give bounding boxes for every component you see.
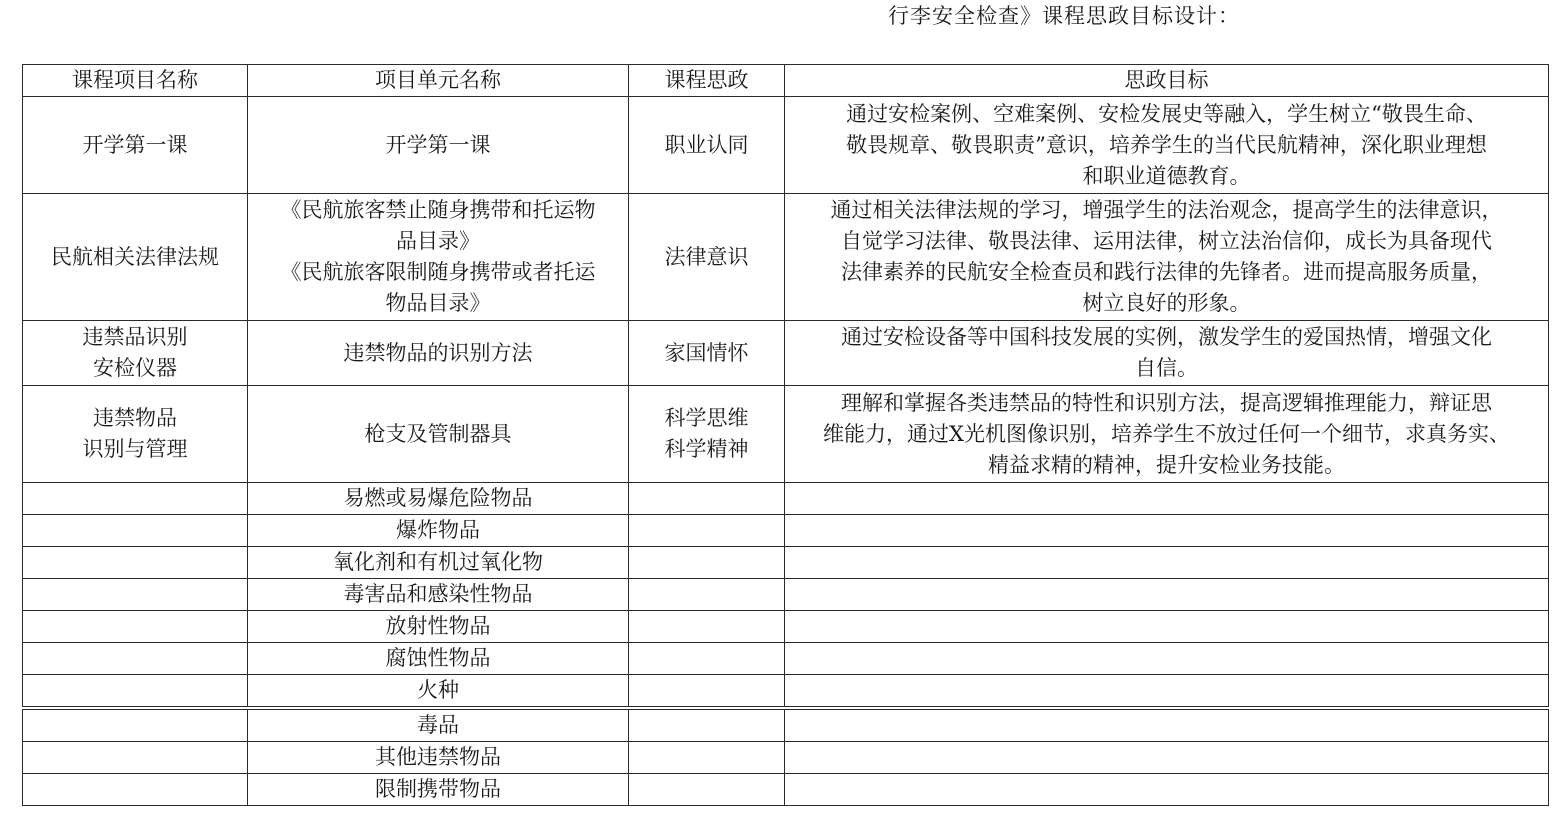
table-row <box>23 515 1549 547</box>
project-cell <box>23 742 248 774</box>
unit-cell: 限制携带物品 <box>248 774 629 806</box>
project-cell <box>23 547 248 579</box>
unit-cell: 易燃或易爆危险物品 <box>248 483 629 515</box>
project-cell: 违禁品识别 安检仪器 <box>23 321 248 386</box>
goal-cell <box>785 579 1549 611</box>
project-cell: 开学第一课 <box>23 97 248 194</box>
goal-cell: 理解和掌握各类违禁品的特性和识别方法，提高逻辑推理能力，辩证思 维能力，通过X光机图像识别，培养学生不放过任何一个细节，求真务实、 精益求精的精神，提升安检业务技能。 <box>785 386 1549 483</box>
table-row <box>23 774 1549 806</box>
project-cell: 违禁物品 识别与管理 <box>23 386 248 483</box>
unit-cell: 放射性物品 <box>248 611 629 643</box>
goal-cell: 通过相关法律法规的学习，增强学生的法治观念，提高学生的法律意识， 自觉学习法律、敬畏法律、运用法律，树立法治信仰，成长为具备现代 法律素养的民航安全检查员和践行法律的先锋者。进而提高服务质量， 树立良好的形象。 <box>785 194 1549 321</box>
unit-cell: 火种 <box>248 675 629 709</box>
project-cell <box>23 643 248 675</box>
ideology-cell <box>629 675 785 709</box>
project-cell <box>23 675 248 709</box>
ideology-cell <box>629 774 785 806</box>
unit-cell: 枪支及管制器具 <box>248 386 629 483</box>
ideology-cell <box>629 515 785 547</box>
ideology-cell <box>629 611 785 643</box>
ideology-cell <box>629 708 785 742</box>
unit-cell: 毒品 <box>248 708 629 742</box>
table-row <box>23 708 1549 742</box>
ideology-cell <box>629 547 785 579</box>
goal-cell <box>785 708 1549 742</box>
header-goal: 思政目标 <box>785 65 1549 97</box>
unit-cell: 爆炸物品 <box>248 515 629 547</box>
goal-cell <box>785 742 1549 774</box>
header-row <box>23 65 1549 97</box>
ideology-cell: 职业认同 <box>629 97 785 194</box>
table-row <box>23 321 1549 386</box>
table-row <box>23 611 1549 643</box>
table-row <box>23 579 1549 611</box>
goal-cell <box>785 611 1549 643</box>
unit-cell: 《民航旅客禁止随身携带和托运物 品目录》 《民航旅客限制随身携带或者托运 物品目录》 <box>248 194 629 321</box>
project-cell: 民航相关法律法规 <box>23 194 248 321</box>
ideology-cell: 法律意识 <box>629 194 785 321</box>
project-cell <box>23 708 248 742</box>
unit-cell: 氧化剂和有机过氧化物 <box>248 547 629 579</box>
table-row <box>23 675 1549 709</box>
project-cell <box>23 579 248 611</box>
table-row <box>23 386 1549 483</box>
table-row <box>23 742 1549 774</box>
goal-cell <box>785 515 1549 547</box>
goal-cell: 通过安检设备等中国科技发展的实例，激发学生的爱国热情，增强文化 自信。 <box>785 321 1549 386</box>
goal-cell <box>785 643 1549 675</box>
goal-cell <box>785 774 1549 806</box>
goal-cell <box>785 483 1549 515</box>
table-caption: 行李安全检查》课程思政目标设计： <box>888 4 1240 28</box>
table-row <box>23 194 1549 321</box>
unit-cell: 开学第一课 <box>248 97 629 194</box>
goal-cell <box>785 675 1549 709</box>
table-row <box>23 483 1549 515</box>
unit-cell: 腐蚀性物品 <box>248 643 629 675</box>
project-cell <box>23 515 248 547</box>
ideology-cell: 科学思维 科学精神 <box>629 386 785 483</box>
table-row <box>23 643 1549 675</box>
ideology-cell: 家国情怀 <box>629 321 785 386</box>
goal-cell <box>785 547 1549 579</box>
ideology-cell <box>629 483 785 515</box>
table-row <box>23 547 1549 579</box>
ideology-cell <box>629 579 785 611</box>
unit-cell: 毒害品和感染性物品 <box>248 579 629 611</box>
project-cell <box>23 483 248 515</box>
project-cell <box>23 774 248 806</box>
ideology-goals-table <box>22 64 1549 806</box>
header-unit: 项目单元名称 <box>248 65 629 97</box>
ideology-cell <box>629 643 785 675</box>
ideology-cell <box>629 742 785 774</box>
header-ideology: 课程思政 <box>629 65 785 97</box>
header-project: 课程项目名称 <box>23 65 248 97</box>
unit-cell: 违禁物品的识别方法 <box>248 321 629 386</box>
unit-cell: 其他违禁物品 <box>248 742 629 774</box>
goal-cell: 通过安检案例、空难案例、安检发展史等融入，学生树立“敬畏生命、 敬畏规章、敬畏职责”意识，培养学生的当代民航精神，深化职业理想 和职业道德教育。 <box>785 97 1549 194</box>
table-row <box>23 97 1549 194</box>
project-cell <box>23 611 248 643</box>
